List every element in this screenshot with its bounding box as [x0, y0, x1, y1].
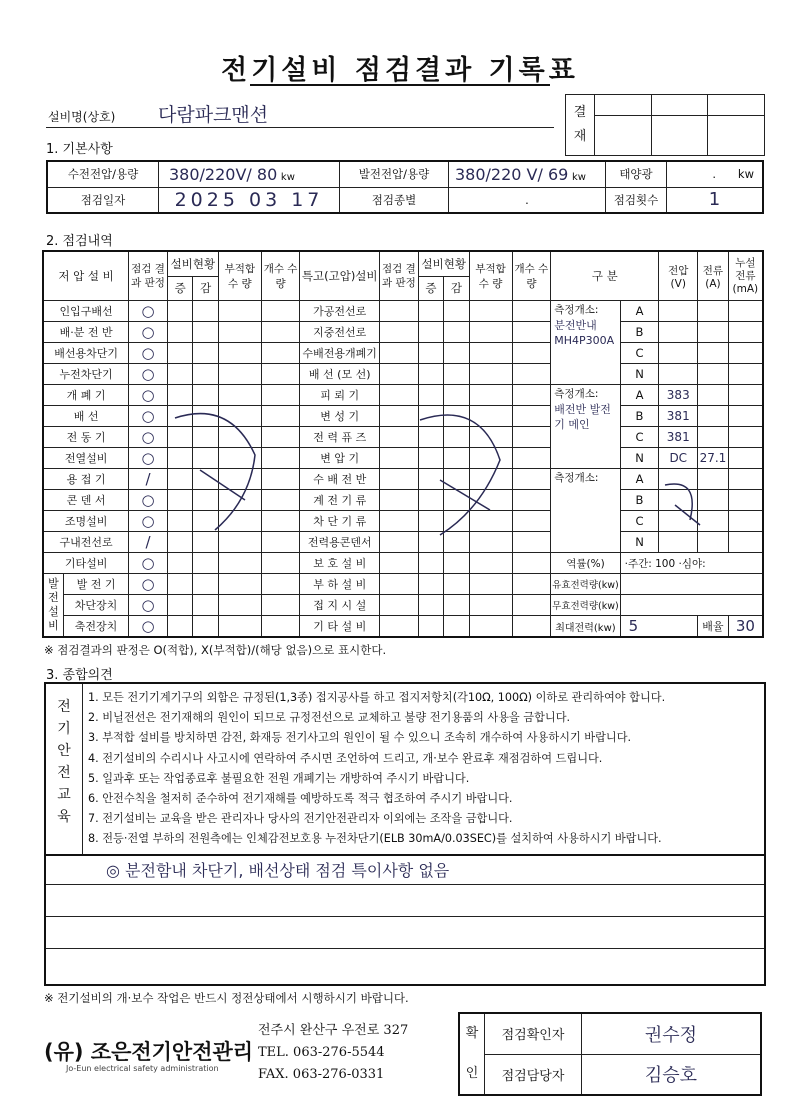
high-item: 변 압 기	[300, 448, 380, 469]
header-result-low: 점검 결과 판정	[129, 251, 168, 301]
date-value: 2025 03 17	[159, 187, 340, 213]
opinion-area	[44, 852, 766, 986]
power-factor-label: 역률(%)	[551, 553, 620, 574]
high-item: 전력용콘덴서	[300, 532, 380, 553]
education-label-char: 전	[57, 699, 71, 715]
education-item: 3. 부적합 설비를 방치하면 감전, 화재등 전기사고의 원인이 될 수 있으니 조속히 개수하여 사용하시기 바랍니다.	[88, 731, 632, 745]
header-high-voltage: 특고(고압)설비	[300, 251, 380, 301]
phase-label: A	[620, 301, 659, 322]
date-label: 점검일자	[47, 187, 159, 213]
type-value: .	[449, 187, 606, 213]
opinion-line-3	[46, 948, 764, 949]
low-item-result: ○	[129, 553, 168, 574]
low-item: 조명설비	[43, 511, 129, 532]
recv-label: 수전전압/용량	[47, 161, 159, 187]
education-label-char: 교	[57, 787, 71, 803]
low-item: 배·분 전 반	[43, 322, 129, 343]
opinion-line-1	[46, 884, 764, 885]
low-item: 구내전선로	[43, 532, 129, 553]
count-value: 1	[667, 187, 764, 213]
low-item-result: ○	[129, 406, 168, 427]
opinion-line-2	[46, 916, 764, 917]
header-division: 구 분	[551, 251, 659, 301]
ratio-value: 30	[728, 616, 763, 638]
power-factor-value: ·주간: 100 ·심야:	[620, 553, 763, 574]
phase-label: N	[620, 448, 659, 469]
header-inc-low: 증	[167, 276, 192, 300]
phase-label: C	[620, 343, 659, 364]
max-power-label: 최대전력(kw)	[551, 616, 620, 638]
high-item: 변 성 기	[300, 406, 380, 427]
low-item-result: ○	[129, 301, 168, 322]
low-item-result: ○	[129, 427, 168, 448]
solar-unit: kw	[737, 167, 754, 182]
legend-note: ※ 점검결과의 판정은 O(적합), X(부적합)/(해당 없음)으로 표시한다.	[44, 643, 387, 657]
education-label-char: 전	[57, 765, 71, 781]
header-voltage: 전압 (V)	[659, 251, 698, 301]
checker-label: 점검확인자	[485, 1013, 582, 1054]
header-status-high: 설비현황	[418, 251, 469, 276]
section-3-heading: 3. 종합의견	[46, 668, 113, 683]
company-tel: TEL. 063-276-5544	[258, 1045, 385, 1060]
education-label-char: 안	[57, 743, 71, 759]
header-leakage: 누설 전류 (mA)	[728, 251, 763, 301]
gen-item: 축전장치	[63, 616, 128, 638]
education-item: 5. 일과후 또는 작업종료후 불필요한 전원 개폐기는 개방하여 주시기 바랍니다.	[88, 771, 470, 785]
header-unfit-low: 부적합 수 량	[218, 251, 261, 301]
high-item: 가공전선로	[300, 301, 380, 322]
gen-item: 발 전 기	[63, 574, 128, 595]
low-item: 개 폐 기	[43, 385, 129, 406]
facility-value: 다람파크맨션	[158, 104, 269, 126]
phase-label: B	[620, 406, 659, 427]
count-label: 점검횟수	[606, 187, 667, 213]
company-fax: FAX. 063-276-0331	[258, 1067, 385, 1082]
high-item: 피 뢰 기	[300, 385, 380, 406]
gen-item: 차단장치	[63, 595, 128, 616]
low-item: 배 선	[43, 406, 129, 427]
education-label-char: 육	[57, 809, 71, 825]
recv-unit: kw	[280, 171, 295, 183]
header-low-voltage: 저 압 설 비	[43, 251, 129, 301]
phase-label: C	[620, 511, 659, 532]
manager-label: 점검담당자	[485, 1054, 582, 1095]
header-repair-high: 개수 수량	[512, 251, 551, 301]
approval-char-2: 재	[573, 129, 587, 144]
voltage-value: DC	[659, 448, 698, 469]
measure-site-label: 측정개소:	[554, 388, 599, 400]
phase-label: B	[620, 322, 659, 343]
header-inc-high: 증	[418, 276, 443, 300]
low-item: 전열설비	[43, 448, 129, 469]
education-label	[46, 684, 83, 854]
high-item: 차 단 기 류	[300, 511, 380, 532]
low-item-result: ○	[129, 448, 168, 469]
high-item: 전 력 퓨 즈	[300, 427, 380, 448]
high-item: 계 전 기 류	[300, 490, 380, 511]
checker-signature: 권수정	[582, 1013, 762, 1054]
phase-label: C	[620, 427, 659, 448]
header-result-high: 점검 결과 판정	[379, 251, 418, 301]
active-energy-label: 유효전력량(kw)	[551, 574, 620, 595]
reactive-energy-label: 무효전력량(kw)	[551, 595, 620, 616]
footer-note: ※ 전기설비의 개·보수 작업은 반드시 정전상태에서 시행하시기 바랍니다.	[44, 991, 409, 1005]
low-item-result: ○	[129, 364, 168, 385]
generation-group: 발전설비	[43, 574, 63, 638]
phase-label: A	[620, 469, 659, 490]
ratio-label: 배율	[698, 616, 729, 638]
high-item: 보 호 설 비	[300, 553, 380, 574]
gen-item-result: ○	[129, 616, 168, 638]
voltage-value: 381	[659, 427, 698, 448]
education-item: 4. 전기설비의 수리시나 사고시에 연락하여 주시면 조언하여 드리고, 개·보수 완료후 재점검하여 드립니다.	[88, 751, 603, 765]
low-item: 콘 덴 서	[43, 490, 129, 511]
education-item: 6. 안전수칙을 철저히 준수하여 전기재해를 예방하도록 적극 협조하여 주시기 바랍니다.	[88, 792, 513, 806]
max-power-value: 5	[620, 616, 698, 638]
approval-char-1: 결	[573, 105, 587, 120]
company-address: 전주시 완산구 우전로 327	[258, 1023, 409, 1038]
header-dec-high: 감	[444, 276, 469, 300]
phase-label: A	[620, 385, 659, 406]
gen-item-result: ○	[129, 595, 168, 616]
phase-label: N	[620, 364, 659, 385]
current-value: 27.1	[698, 448, 729, 469]
gen-label: 발전전압/용량	[340, 161, 449, 187]
company-name: (유) 조은전기안전관리	[44, 1040, 254, 1064]
education-box	[44, 682, 766, 856]
low-item: 누전차단기	[43, 364, 129, 385]
opinion-text: ◎ 분전함내 차단기, 배선상태 점검 특이사항 없음	[106, 861, 450, 880]
gen-value: 380/220 V/ 69	[455, 164, 569, 184]
facility-label: 설비명(상호)	[48, 110, 116, 124]
high-item: 기 타 설 비	[300, 616, 380, 638]
low-item-result: /	[129, 532, 168, 553]
low-item-result: /	[129, 469, 168, 490]
low-item: 인입구배선	[43, 301, 129, 322]
low-item-result: ○	[129, 511, 168, 532]
solar-label: 태양광	[606, 161, 667, 187]
low-item-result: ○	[129, 343, 168, 364]
education-label-char: 기	[57, 721, 71, 737]
confirm-box	[458, 1012, 762, 1096]
high-item: 부 하 설 비	[300, 574, 380, 595]
voltage-value: 383	[659, 385, 698, 406]
section-2-heading: 2. 점검내역	[46, 234, 113, 249]
type-label: 점검종별	[340, 187, 449, 213]
education-item: 7. 전기설비는 교육을 받은 관리자나 당사의 전기안전관리자 이외에는 조작을 금합니다.	[88, 812, 513, 826]
measure-site-2-note: 배전반 발전기 메인	[554, 403, 611, 431]
phase-label: N	[620, 532, 659, 553]
recv-value: 380/220V/ 80	[169, 164, 278, 184]
low-item-result: ○	[129, 385, 168, 406]
section-1-heading: 1. 기본사항	[46, 142, 113, 157]
high-item: 배 선 (모 선)	[300, 364, 380, 385]
low-item: 기타설비	[43, 553, 129, 574]
voltage-value: 381	[659, 406, 698, 427]
solar-value: .	[712, 167, 716, 182]
page-title: 전기설비 점검결과 기록표	[221, 55, 579, 86]
header-repair-low: 개수 수량	[261, 251, 300, 301]
confirm-char-2: 인	[465, 1066, 479, 1081]
education-item: 1. 모든 전기기계기구의 외함은 규정된(1,3종) 접지공사를 하고 접지저항치(각10Ω, 100Ω) 이하로 관리하여야 합니다.	[88, 691, 666, 704]
header-dec-low: 감	[193, 276, 218, 300]
low-item: 용 접 기	[43, 469, 129, 490]
measure-site-label: 측정개소:	[554, 304, 599, 316]
confirm-char-1: 확	[465, 1026, 479, 1041]
company-subtitle: Jo-Eun electrical safety administration	[66, 1064, 219, 1073]
education-item: 8. 전등·전열 부하의 전원측에는 인체감전보호용 누전차단기(ELB 30mA/0.03SEC)를 설치하여 사용하시기 바랍니다.	[88, 832, 662, 846]
measure-site-label: 측정개소:	[554, 472, 599, 484]
header-current: 전류 (A)	[698, 251, 729, 301]
manager-signature: 김승호	[582, 1054, 762, 1095]
low-item-result: ○	[129, 322, 168, 343]
low-item: 배선용차단기	[43, 343, 129, 364]
gen-unit: kw	[572, 171, 586, 183]
header-status-low: 설비현황	[167, 251, 218, 276]
high-item: 수 배 전 반	[300, 469, 380, 490]
header-unfit-high: 부적합 수 량	[469, 251, 512, 301]
low-item-result: ○	[129, 490, 168, 511]
high-item: 수배전용개폐기	[300, 343, 380, 364]
education-item: 2. 비닐전선은 전기재해의 원인이 되므로 규정전선으로 교체하고 불량 전기용품의 사용을 금합니다.	[88, 711, 571, 725]
low-item: 전 동 기	[43, 427, 129, 448]
high-item: 접 지 시 설	[300, 595, 380, 616]
measure-site-1-note: 분전반내 MH4P300A	[554, 319, 615, 347]
gen-item-result: ○	[129, 574, 168, 595]
high-item: 지중전선로	[300, 322, 380, 343]
phase-label: B	[620, 490, 659, 511]
